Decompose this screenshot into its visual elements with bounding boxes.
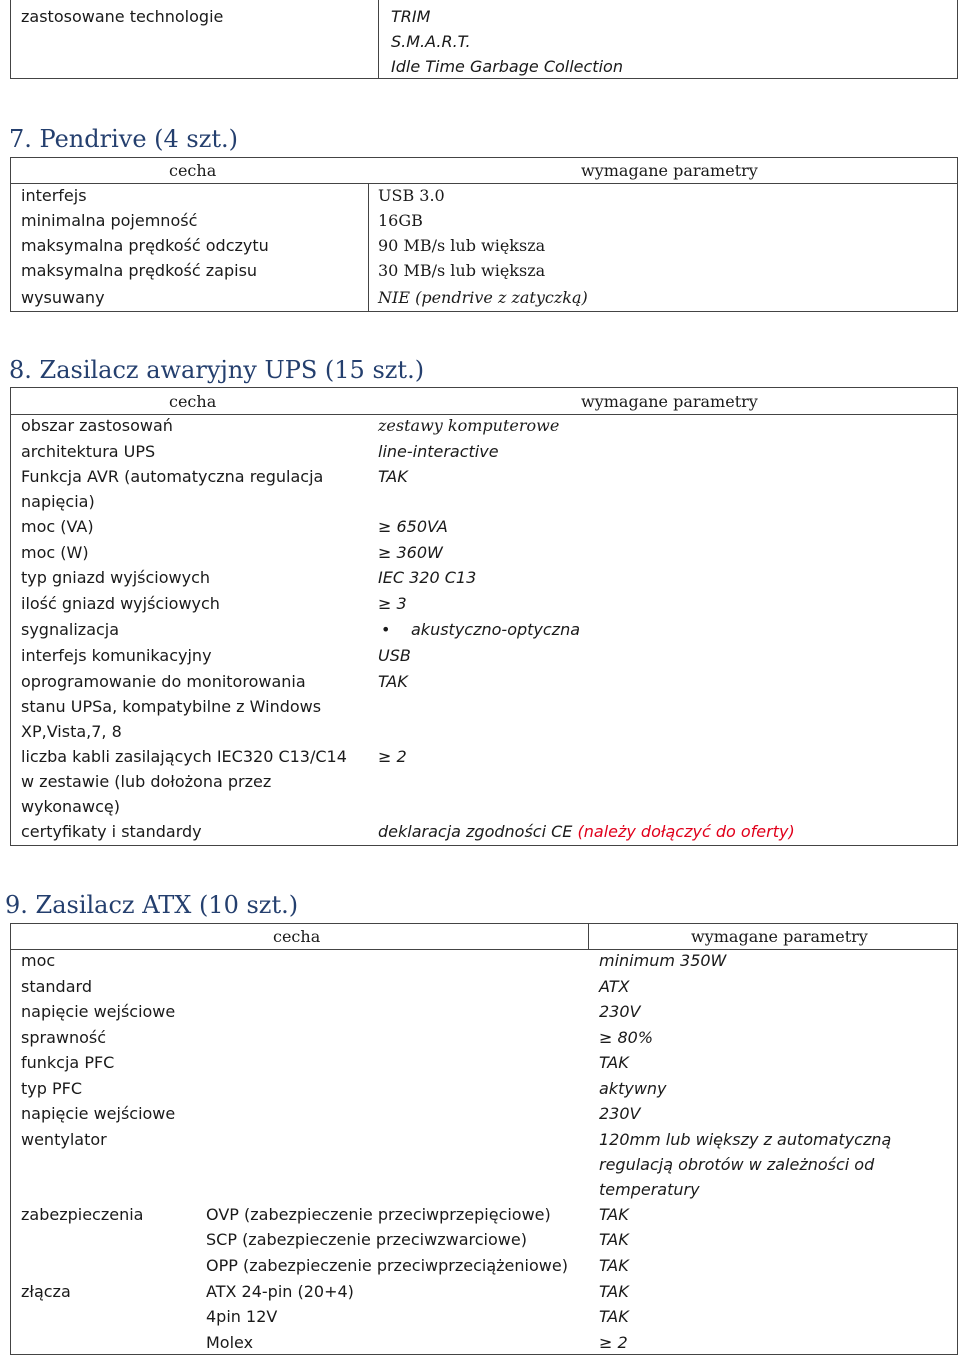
protection-name: SCP (zabezpieczenie przeciwzwarciowe) <box>206 1230 527 1249</box>
row-value: 16GB <box>378 211 423 230</box>
row-label: maksymalna prędkość zapisu <box>21 261 258 280</box>
protection-name: OPP (zabezpieczenie przeciwprzeciążeniowe) <box>206 1256 568 1275</box>
atx-table <box>10 923 958 1355</box>
connector-name: 4pin 12V <box>206 1307 278 1326</box>
row-value: 30 MB/s lub większa <box>378 261 546 280</box>
row-value: ≥ 3 <box>378 594 407 613</box>
row-label: w zestawie (lub dołożona przez <box>21 772 272 791</box>
row-value: ≥ 80% <box>599 1028 654 1047</box>
header-wymagane-parametry: wymagane parametry <box>581 392 758 411</box>
row-label: interfejs komunikacyjny <box>21 646 212 665</box>
attach-note: (należy dołączyć do oferty) <box>577 822 795 841</box>
row-label: architektura UPS <box>21 442 156 461</box>
row-label: moc <box>21 951 56 970</box>
technologies-table <box>10 0 958 79</box>
column-divider <box>378 0 379 78</box>
ce-declaration: deklaracja zgodności CE <box>378 822 573 841</box>
row-value: TAK <box>378 672 408 691</box>
row-label: napięcie wejściowe <box>21 1002 176 1021</box>
section-9-heading: 9. Zasilacz ATX (10 szt.) <box>5 891 299 919</box>
row-value: regulacją obrotów w zależności od <box>599 1155 875 1174</box>
protection-value: TAK <box>599 1230 629 1249</box>
protection-name: OVP (zabezpieczenie przeciwprzepięciowe) <box>206 1205 551 1224</box>
connector-value: ≥ 2 <box>599 1333 628 1352</box>
row-value: 120mm lub większy z automatyczną <box>599 1130 892 1149</box>
row-label: certyfikaty i standardy <box>21 822 202 841</box>
row-label: typ PFC <box>21 1079 83 1098</box>
row-label: wentylator <box>21 1130 107 1149</box>
protection-value: TAK <box>599 1256 629 1275</box>
row-label: XP,Vista,7, 8 <box>21 722 122 741</box>
technology-value: S.M.A.R.T. <box>391 32 471 51</box>
row-label: standard <box>21 977 92 996</box>
section-8-heading: 8. Zasilacz awaryjny UPS (15 szt.) <box>9 356 425 384</box>
row-value: ≥ 650VA <box>378 517 448 536</box>
row-value: temperatury <box>599 1180 700 1199</box>
row-value: ≥ 360W <box>378 543 443 562</box>
row-label: interfejs <box>21 186 87 205</box>
row-label: zabezpieczenia <box>21 1205 144 1224</box>
connector-name: ATX 24-pin (20+4) <box>206 1282 354 1301</box>
header-wymagane-parametry: wymagane parametry <box>581 161 758 180</box>
row-value: akustyczno-optyczna <box>411 620 581 639</box>
row-label: stanu UPSa, kompatybilne z Windows <box>21 697 322 716</box>
row-label: złącza <box>21 1282 71 1301</box>
connector-value: TAK <box>599 1282 629 1301</box>
row-label: funkcja PFC <box>21 1053 115 1072</box>
header-cecha: cecha <box>169 161 217 180</box>
row-value: ≥ 2 <box>378 747 407 766</box>
row-value: 90 MB/s lub większa <box>378 236 546 255</box>
row-label: wysuwany <box>21 288 105 307</box>
row-value: ATX <box>599 977 630 996</box>
header-cecha: cecha <box>169 392 217 411</box>
row-value <box>378 822 795 842</box>
row-value: 230V <box>599 1104 641 1123</box>
row-value: line-interactive <box>378 442 499 461</box>
row-label: liczba kabli zasilających IEC320 C13/C14 <box>21 747 347 766</box>
row-label: moc (W) <box>21 543 89 562</box>
row-label: obszar zastosowań <box>21 416 173 435</box>
row-label: maksymalna prędkość odczytu <box>21 236 269 255</box>
row-label: wykonawcę) <box>21 797 120 816</box>
row-label: napięcie wejściowe <box>21 1104 176 1123</box>
row-value: TAK <box>599 1053 629 1072</box>
section-7-heading: 7. Pendrive (4 szt.) <box>9 125 239 153</box>
row-label: sprawność <box>21 1028 107 1047</box>
row-value: minimum 350W <box>599 951 727 970</box>
pendrive-table <box>10 157 958 312</box>
row-label: oprogramowanie do monitorowania <box>21 672 306 691</box>
bullet-icon: • <box>381 620 391 639</box>
row-value: zestawy komputerowe <box>378 416 560 435</box>
row-value: NIE (pendrive z zatyczką) <box>378 288 588 307</box>
row-label: minimalna pojemność <box>21 211 198 230</box>
row-value: TAK <box>378 467 408 486</box>
row-value: USB 3.0 <box>378 186 445 205</box>
ups-table <box>10 387 958 846</box>
technologies-label: zastosowane technologie <box>21 7 224 26</box>
connector-value: TAK <box>599 1307 629 1326</box>
row-label: typ gniazd wyjściowych <box>21 568 211 587</box>
row-label: sygnalizacja <box>21 620 120 639</box>
protection-value: TAK <box>599 1205 629 1224</box>
header-wymagane-parametry: wymagane parametry <box>691 927 868 946</box>
connector-name: Molex <box>206 1333 254 1352</box>
row-label: napięcia) <box>21 492 95 511</box>
row-value: aktywny <box>599 1079 667 1098</box>
technology-value: Idle Time Garbage Collection <box>391 57 623 76</box>
row-label: ilość gniazd wyjściowych <box>21 594 220 613</box>
header-cecha: cecha <box>273 927 321 946</box>
row-label: Funkcja AVR (automatyczna regulacja <box>21 467 324 486</box>
row-value: IEC 320 C13 <box>378 568 477 587</box>
row-value: USB <box>378 646 411 665</box>
technology-value: TRIM <box>391 7 431 26</box>
row-label: moc (VA) <box>21 517 94 536</box>
row-value: 230V <box>599 1002 641 1021</box>
